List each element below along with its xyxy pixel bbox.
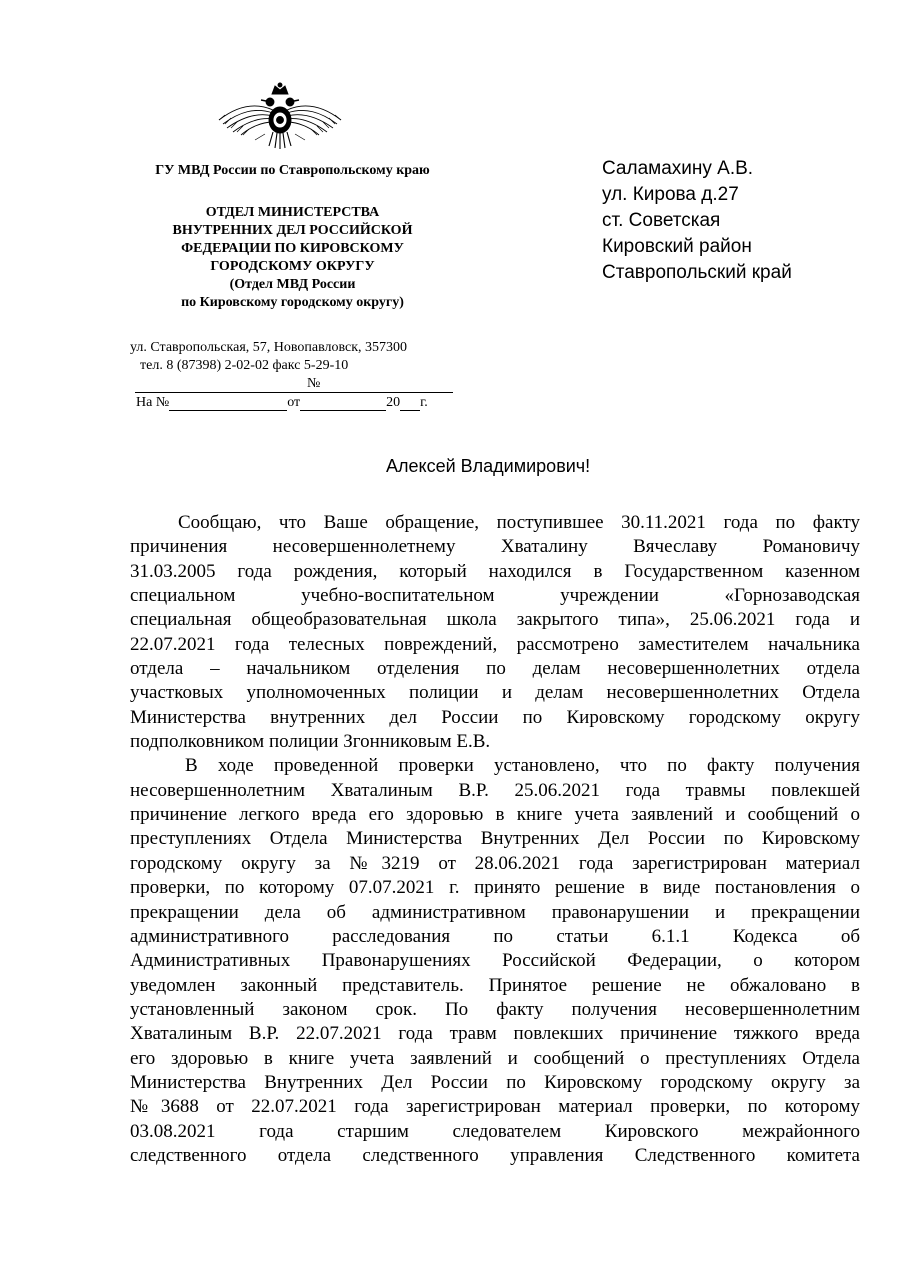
year-blank bbox=[400, 395, 420, 411]
department-line: ВНУТРЕННИХ ДЕЛ РОССИЙСКОЙ bbox=[172, 223, 413, 238]
salutation: Алексей Владимирович! bbox=[386, 456, 591, 476]
department-line: ГОРОДСКОМУ ОКРУГУ bbox=[210, 259, 375, 274]
body-line: уведомлен законный представитель. Принятое решение не обжаловано в bbox=[130, 974, 860, 996]
body-line: его здоровью в книге учета заявлений и сообщений о преступлениях Отдела bbox=[130, 1047, 860, 1069]
body-line: 03.08.2021 года старшим следователем Кировского межрайонного bbox=[130, 1120, 860, 1142]
body-line: причинения несовершеннолетнему Хваталину Вячеславу Романовичу bbox=[130, 536, 860, 558]
body-line: 22.07.2021 года телесных повреждений, рассмотрено заместителем начальника bbox=[130, 633, 860, 655]
body-line: прекращении дела об административном правонарушении и прекращении bbox=[130, 901, 860, 923]
phones-line: тел. 8 (87398) 2-02-02 факс 5-29-10 bbox=[140, 358, 349, 373]
double-headed-eagle-emblem-icon bbox=[215, 82, 345, 152]
recipient-line: Ставропольский край bbox=[602, 262, 792, 283]
na-label: На № bbox=[136, 395, 170, 410]
recipient-address bbox=[602, 156, 892, 286]
body-line: Хваталиным В.Р. 22.07.2021 года травм повлекших причинение тяжкого вреда bbox=[130, 1023, 860, 1045]
body-line: несовершеннолетним Хваталиным В.Р. 25.06.2021 года травмы повлекшей bbox=[130, 779, 860, 801]
ot-label: от bbox=[287, 395, 301, 410]
body-line: установленный законом срок. По факту получения несовершеннолетним bbox=[130, 998, 860, 1020]
department-name bbox=[130, 204, 455, 312]
reg-number-label: № bbox=[307, 376, 321, 391]
body-line: отдела – начальником отделения по делам несовершеннолетних отдела bbox=[130, 658, 860, 680]
body-line: В ходе проведенной проверки установлено, что по факту получения bbox=[185, 755, 860, 777]
body-line: преступлениях Отдела Министерства Внутренних Дел России по Кировскому bbox=[130, 828, 860, 850]
recipient-line: Саламахину А.В. bbox=[602, 158, 754, 179]
body-line: Административных Правонарушениях Российской Федерации, о котором bbox=[130, 950, 860, 972]
body-line: следственного отдела следственного управления Следственного комитета bbox=[130, 1144, 860, 1166]
department-line: ФЕДЕРАЦИИ ПО КИРОВСКОМУ bbox=[181, 241, 404, 256]
g-label: г. bbox=[420, 395, 428, 410]
body-line: Министерства внутренних дел России по Кировскому городскому округу bbox=[130, 706, 860, 728]
body-line: городскому округу за №3219 от 28.06.2021 года зарегистрирован материал bbox=[130, 852, 860, 874]
department-line: по Кировскому городскому округу) bbox=[181, 295, 404, 310]
recipient-line: Кировский район bbox=[602, 236, 752, 257]
recipient-line: ст. Советская bbox=[602, 210, 721, 231]
recipient-line: ул. Кирова д.27 bbox=[602, 184, 739, 205]
body-line: специальном учебно-воспитательном учреждении «Горнозаводская bbox=[130, 585, 860, 607]
body-line: 31.03.2005 года рождения, который находился в Государственном казенном bbox=[130, 560, 860, 582]
body-line: специальная общеобразовательная школа закрытого типа», 25.06.2021 года и bbox=[130, 609, 860, 631]
year-label: 20 bbox=[386, 395, 401, 410]
body-line: Министерства Внутренних Дел России по Кировскому городскому округу за bbox=[130, 1071, 860, 1093]
body-line: Сообщаю, что Ваше обращение, поступившее 30.11.2021 года по факту bbox=[178, 512, 860, 533]
reference-date-blank bbox=[300, 395, 386, 411]
body-line: причинение легкого вреда его здоровью в книге учета заявлений и сообщений о bbox=[130, 804, 860, 826]
reference-number-blank bbox=[169, 395, 287, 411]
body-line: подполковником полиции Згонниковым Е.В. bbox=[130, 731, 491, 753]
department-line: ОТДЕЛ МИНИСТЕРСТВА bbox=[205, 205, 380, 220]
registration-number-line bbox=[135, 376, 453, 393]
reply-reference-line bbox=[136, 395, 456, 413]
body-line: административного расследования по статьи 6.1.1 Кодекса об bbox=[130, 925, 860, 947]
letter-body bbox=[130, 511, 860, 1168]
body-line: проверки, по которому 07.07.2021 г. принято решение в виде постановления о bbox=[130, 877, 860, 899]
department-line: (Отдел МВД России bbox=[229, 277, 356, 292]
department-address bbox=[128, 339, 458, 375]
address-line: ул. Ставропольская, 57, Новопавловск, 357300 bbox=[130, 340, 408, 355]
body-line: №3688 от 22.07.2021 года зарегистрирован материал проверки, по которому bbox=[130, 1096, 860, 1118]
organization-title: ГУ МВД России по Ставропольскому краю bbox=[155, 163, 430, 178]
body-line: участковых уполномоченных полиции и делам несовершеннолетних Отдела bbox=[130, 682, 860, 704]
